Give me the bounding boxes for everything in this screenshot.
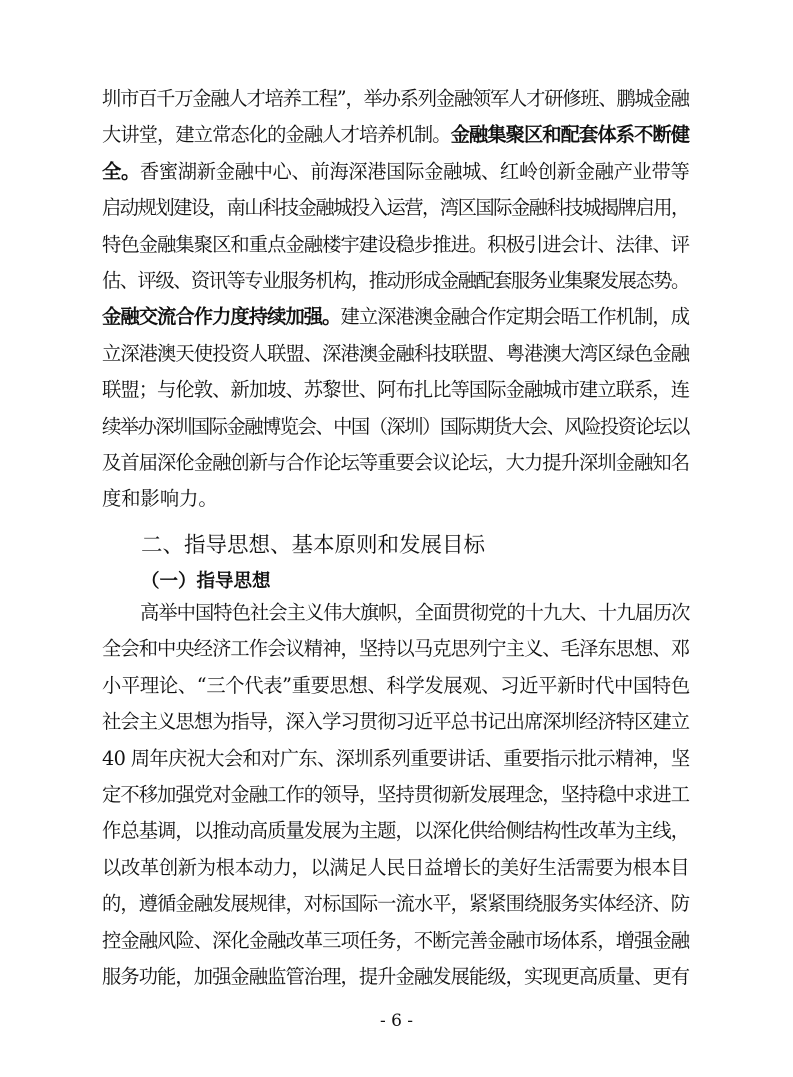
text-line: 估、评级、资讯等专业服务机构，推动形成金融配套服务业集聚发展态势。 xyxy=(102,268,689,292)
text-line: 及首届深伦金融创新与合作论坛等重要会议论坛，大力提升深圳金融知名 xyxy=(102,450,690,474)
text-line: 服务功能，加强金融监管治理，提升金融发展能级，实现更高质量、更有 xyxy=(102,964,690,988)
text-line: 的，遵循金融发展规律，对标国际一流水平，紧紧围绕服务实体经济、防 xyxy=(102,892,690,916)
text-line: 圳市百千万金融人才培养工程”，举办系列金融领军人才研修班、鹏城金融 xyxy=(102,87,689,110)
text-line: 以改革创新为根本动力，以满足人民日益增长的美好生活需要为根本目 xyxy=(102,855,690,879)
text-line: 续举办深圳国际金融博览会、中国（深圳）国际期货大会、风险投资论坛以 xyxy=(102,414,689,438)
text-line: 社会主义思想为指导，深入学习贯彻习近平总书记出席深圳经济特区建立 xyxy=(102,710,690,734)
text-line: 小平理论、“三个代表”重要思想、科学发展观、习近平新时代中国特色 xyxy=(102,673,690,697)
text-line: 作总基调，以推动高质量发展为主题，以深化供给侧结构性改革为主线， xyxy=(102,819,690,843)
subsection-heading: （一）指导思想 xyxy=(141,571,271,592)
text-line: 特色金融集聚区和重点金融楼宇建设稳步推进。积极引进会计、法律、评 xyxy=(102,232,690,256)
bold-heading-cluster: 金融集聚区和配套体系不断健 xyxy=(450,123,690,147)
text-line: 大讲堂，建立常态化的金融人才培养机制。金融集聚区和配套体系不断健 xyxy=(102,123,690,147)
text-line: 全会和中央经济工作会议精神，坚持以马克思列宁主义、毛泽东思想、邓 xyxy=(102,637,690,661)
text-line: 40 周年庆祝大会和对广东、深圳系列重要讲话、重要指示批示精神，坚 xyxy=(102,746,690,770)
text-line: 立深港澳天使投资人联盟、深港澳金融科技联盟、粤港澳大湾区绿色金融 xyxy=(102,341,690,365)
section-heading: 二、指导思想、基本原则和发展目标 xyxy=(141,533,486,558)
text-line: 启动规划建设，南山科技金融城投入运营，湾区国际金融科技城揭牌启用， xyxy=(102,196,689,220)
text-line: 全。香蜜湖新金融中心、前海深港国际金融城、红岭创新金融产业带等 xyxy=(102,159,690,183)
text-line: 度和影响力。 xyxy=(102,487,218,511)
paragraph-finance-development xyxy=(102,81,690,518)
bold-heading-cooperation: 金融交流合作力度持续加强。 xyxy=(102,305,341,329)
text-line: 控金融风险、深化金融改革三项任务，不断完善金融市场体系，增强金融 xyxy=(102,928,690,952)
text-line: 高举中国特色社会主义伟大旗帜，全面贯彻党的十九大、十九届历次 xyxy=(140,601,690,624)
page-number: - 6 - xyxy=(379,1011,414,1031)
paragraph-guiding-ideology xyxy=(102,595,690,995)
text-line: 金融交流合作力度持续加强。建立深港澳金融合作定期会晤工作机制，成 xyxy=(102,305,690,329)
text-line: 联盟；与伦敦、新加坡、苏黎世、阿布扎比等国际金融城市建立联系，连 xyxy=(102,378,690,402)
text-line: 定不移加强党对金融工作的领导，坚持贯彻新发展理念，坚持稳中求进工 xyxy=(102,782,690,806)
